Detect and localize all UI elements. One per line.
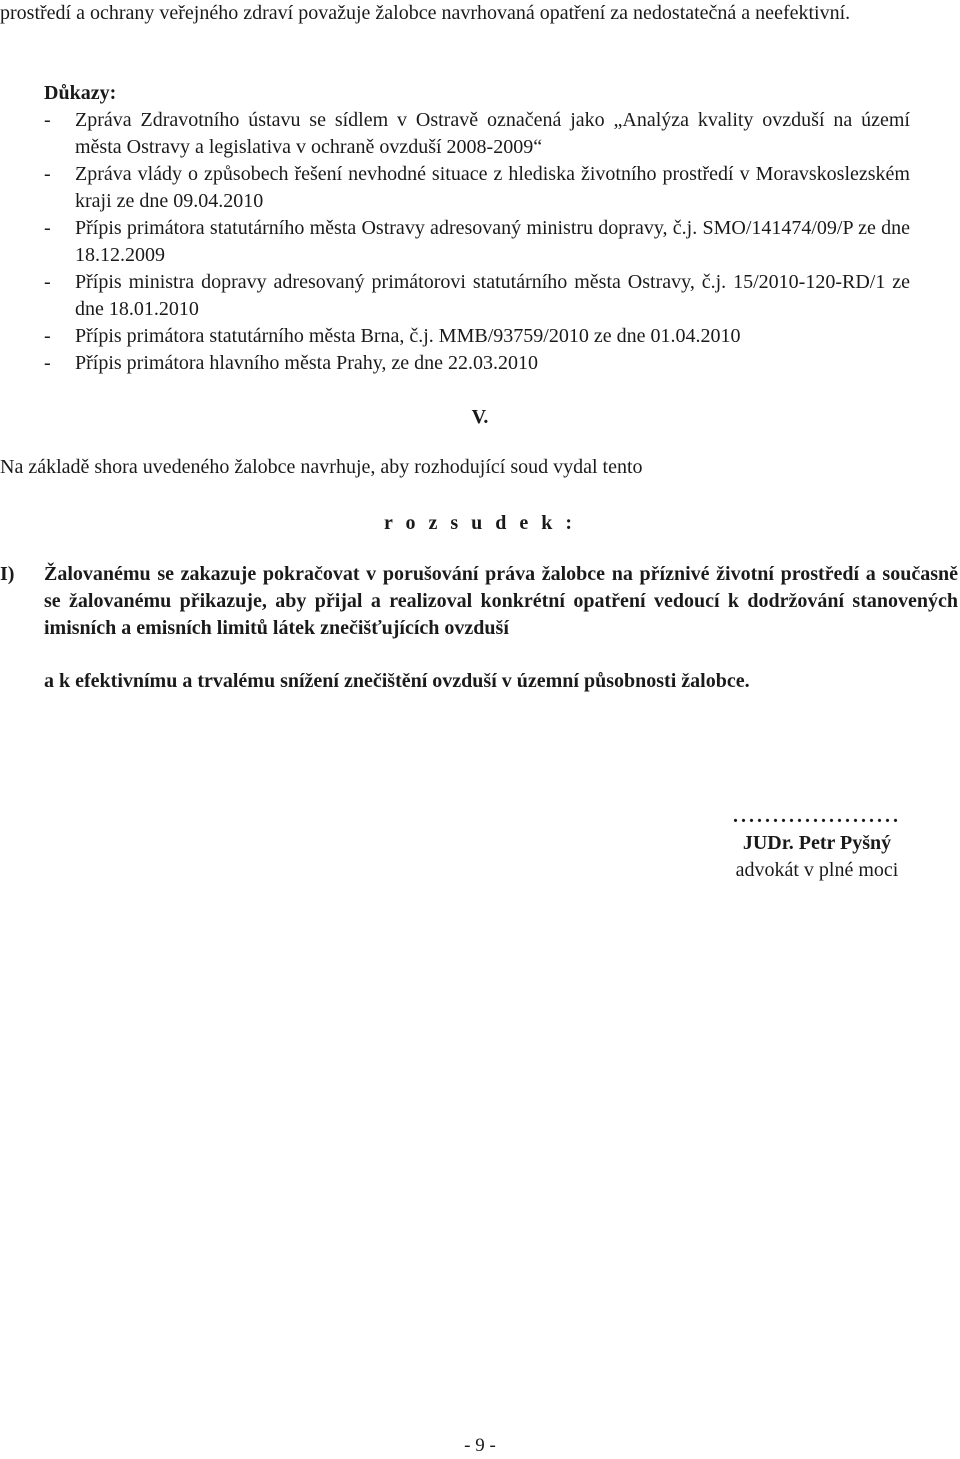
evidence-heading: Důkazy: <box>44 82 117 104</box>
signature-block <box>700 803 934 884</box>
list-dash: - <box>44 271 51 293</box>
section-number: V. <box>471 406 489 428</box>
evidence-item-text: Zpráva vlády o způsobech řešení nevhodné situace z hlediska životního prostředí v Moravskoslezském kraji ze dne 09.04.2010 <box>75 163 910 212</box>
evidence-item <box>44 107 910 161</box>
evidence-item-text: Zpráva Zdravotního ústavu se sídlem v Ostravě označená jako „Analýza kvality ovzduší na území města Ostravy a legislativa v ochraně ovzduší 2008-2009“ <box>75 109 910 158</box>
proposal-sentence: Na základě shora uvedeného žalobce navrhuje, aby rozhodující soud vydal tento <box>0 456 643 478</box>
evidence-item-text: Přípis ministra dopravy adresovaný primátorovi statutárního města Ostravy, č.j. 15/2010-120-RD/1 ze dne 18.01.2010 <box>75 271 910 320</box>
list-dash: - <box>44 352 51 374</box>
demand-text <box>44 561 958 695</box>
signature-line: ..................... <box>733 805 901 827</box>
demand-paragraph: Žalovanému se zakazuje pokračovat v porušování práva žalobce na příznivé životní prostředí a současně se žalovanému přikazuje, aby přijal a realizoval konkrétní opatření vedoucí k dodržování stanovených imisních a emisních limitů látek znečišťujících ovzduší <box>44 563 958 639</box>
list-dash: - <box>44 109 51 131</box>
verdict-title: r o z s u d e k : <box>383 512 577 534</box>
list-dash: - <box>44 325 51 347</box>
demand-paragraph: a k efektivnímu a trvalému snížení znečištění ovzduší v územní působnosti žalobce. <box>44 670 750 692</box>
evidence-list <box>44 107 910 377</box>
evidence-item <box>44 215 910 269</box>
evidence-item <box>44 269 910 323</box>
evidence-item <box>44 323 910 350</box>
evidence-item <box>44 350 910 377</box>
intro-paragraph: prostředí a ochrany veřejného zdraví považuje žalobce navrhovaná opatření za nedostatečná a neefektivní. <box>0 2 851 24</box>
page-number: - 9 - <box>464 1435 496 1456</box>
evidence-item-text: Přípis primátora hlavního města Prahy, ze dne 22.03.2010 <box>75 352 539 374</box>
list-dash: - <box>44 163 51 185</box>
list-dash: - <box>44 217 51 239</box>
evidence-item-text: Přípis primátora statutárního města Brna, č.j. MMB/93759/2010 ze dne 01.04.2010 <box>75 325 741 347</box>
signatory-name: JUDr. Petr Pyšný <box>742 832 892 854</box>
demand-number: I) <box>0 563 15 585</box>
evidence-item <box>44 161 910 215</box>
evidence-item-text: Přípis primátora statutárního města Ostravy adresovaný ministru dopravy, č.j. SMO/141474/09/P ze dne 18.12.2009 <box>75 217 910 266</box>
signatory-role: advokát v plné moci <box>735 859 899 881</box>
